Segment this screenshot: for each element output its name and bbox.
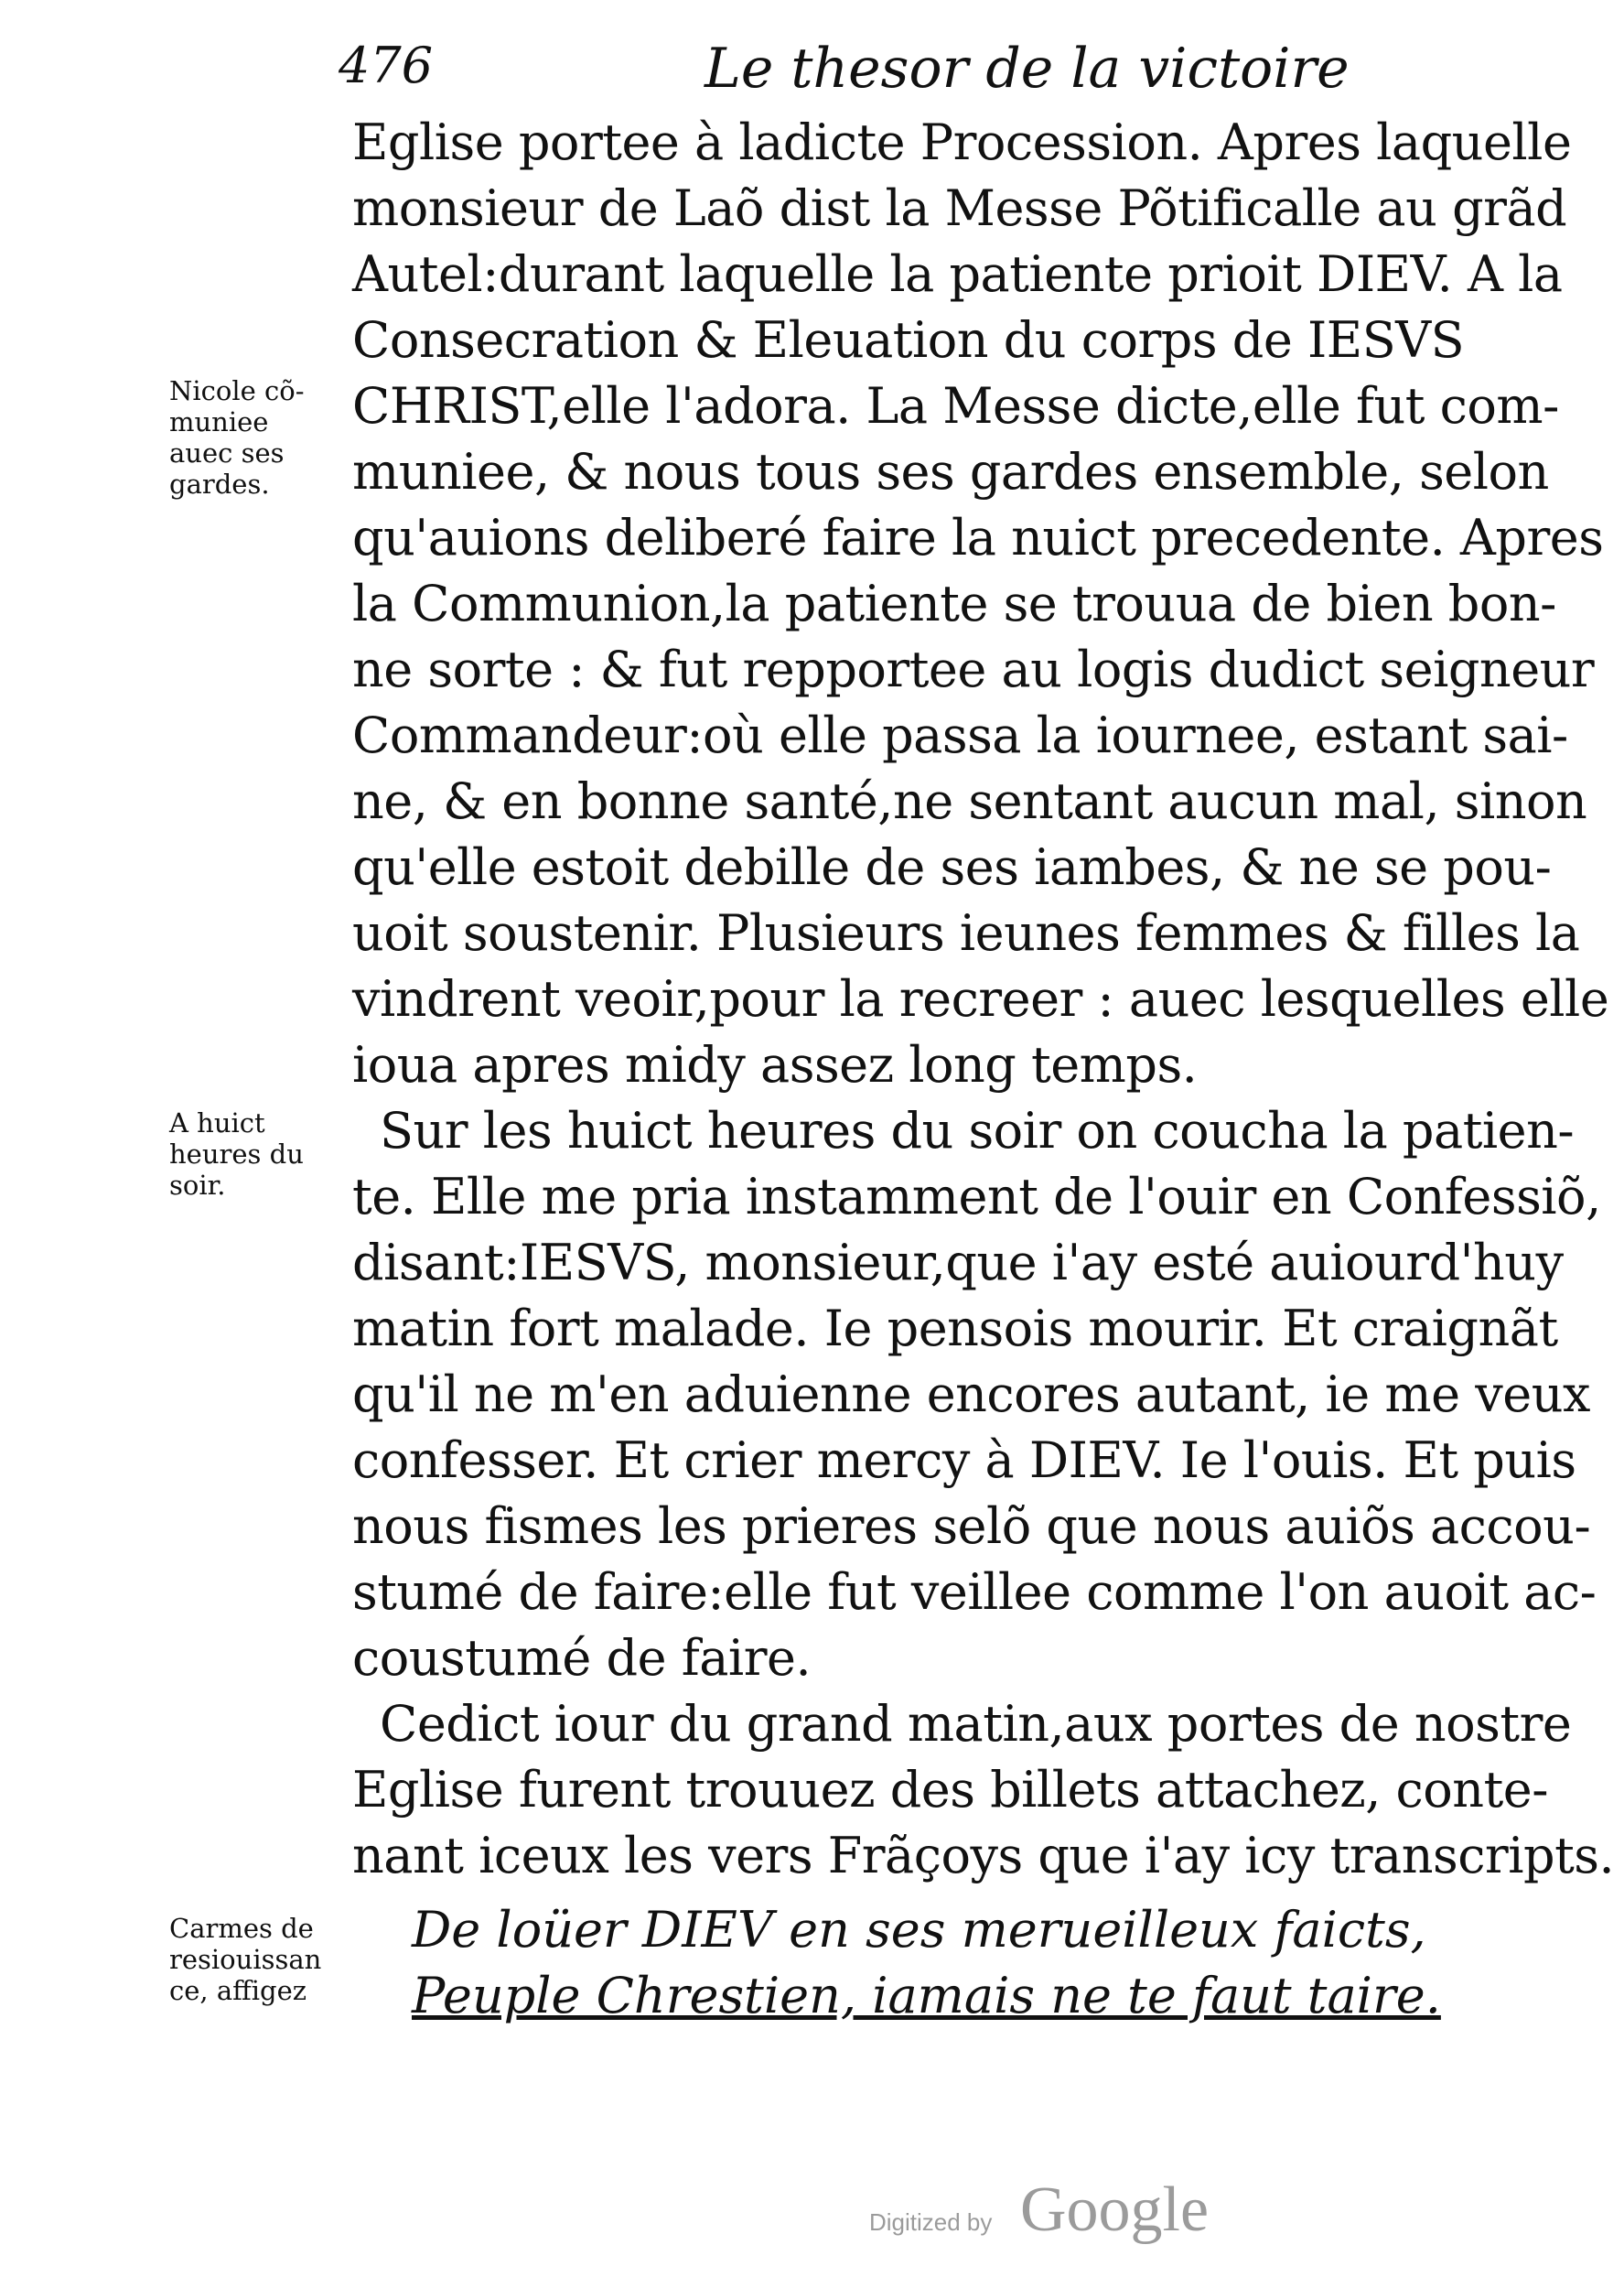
margin-note: A huict heures du soir.	[169, 1107, 304, 1201]
verse-line: De loüer DIEV en ses merueilleux faicts,	[412, 1901, 1426, 1959]
verse-line: Peuple Chrestien, iamais ne te faut taire.	[412, 1967, 1441, 2024]
text-line: ne sorte : & fut repportee au logis dudict seigneur	[352, 641, 1595, 698]
digitization-watermark	[869, 2174, 1235, 2247]
text-line: CHRIST,elle l'adora. La Messe dicte,elle fut com-	[352, 377, 1559, 435]
text-line: te. Elle me pria instamment de l'ouir en Confessiõ,	[352, 1168, 1601, 1225]
text-line: vindrent veoir,pour la recreer : auec lesquelles elle	[352, 970, 1609, 1028]
text-line: coustumé de faire.	[352, 1629, 812, 1687]
text-line: ne, & en bonne santé,ne sentant aucun mal, sinon	[352, 772, 1587, 830]
text-line: nant iceux les vers Frãçoys que i'ay icy transcripts.	[352, 1827, 1615, 1884]
text-line: matin fort malade. Ie pensois mourir. Et craignãt	[352, 1300, 1558, 1357]
watermark-prefix: Digitized by	[869, 2208, 993, 2236]
text-line: qu'il ne m'en aduienne encores autant, ie me veux	[352, 1365, 1590, 1423]
text-line: disant:IESVS, monsieur,que i'ay esté auiourd'huy	[352, 1234, 1564, 1291]
text-line: Autel:durant laquelle la patiente prioit DIEV. A la	[352, 245, 1563, 303]
text-line: Eglise furent trouuez des billets attachez, conte-	[352, 1761, 1548, 1819]
running-head: Le thesor de la victoire	[704, 37, 1350, 101]
text-line: ioua apres midy assez long temps.	[352, 1036, 1198, 1094]
margin-note: Carmes de resiouissan ce, affigez	[169, 1913, 322, 2006]
text-line: Sur les huict heures du soir on coucha la patien-	[380, 1102, 1575, 1160]
text-line: Consecration & Eleuation du corps de IESVS	[352, 311, 1465, 369]
text-line: uoit soustenir. Plusieurs ieunes femmes & filles la	[352, 904, 1580, 962]
page-number: 476	[339, 37, 434, 94]
text-line: nous fismes les prieres selõ que nous auiõs accou-	[352, 1497, 1591, 1555]
text-line: Commandeur:où elle passa la iournee, estant sai-	[352, 707, 1568, 764]
text-line: qu'auions deliberé faire la nuict precedente. Apres	[352, 509, 1604, 567]
margin-note: Nicole cõ- muniee auec ses gardes.	[169, 375, 305, 500]
text-line: stumé de faire:elle fut veillee comme l'on auoit ac-	[352, 1563, 1597, 1621]
page-header	[339, 37, 1464, 110]
text-line: monsieur de Laõ dist la Messe Põtificalle au grãd	[352, 179, 1567, 237]
text-line: muniee, & nous tous ses gardes ensemble, selon	[352, 443, 1549, 501]
text-line: Eglise portee à ladicte Procession. Apres laquelle	[352, 113, 1572, 171]
watermark-brand: Google	[1020, 2175, 1210, 2245]
text-line: confesser. Et crier mercy à DIEV. Ie l'ouis. Et puis	[352, 1431, 1576, 1489]
text-line: Cedict iour du grand matin,aux portes de nostre	[380, 1695, 1572, 1753]
text-line: qu'elle estoit debille de ses iambes, & ne se pou-	[352, 838, 1552, 896]
text-line: la Communion,la patiente se trouua de bien bon-	[352, 575, 1556, 632]
